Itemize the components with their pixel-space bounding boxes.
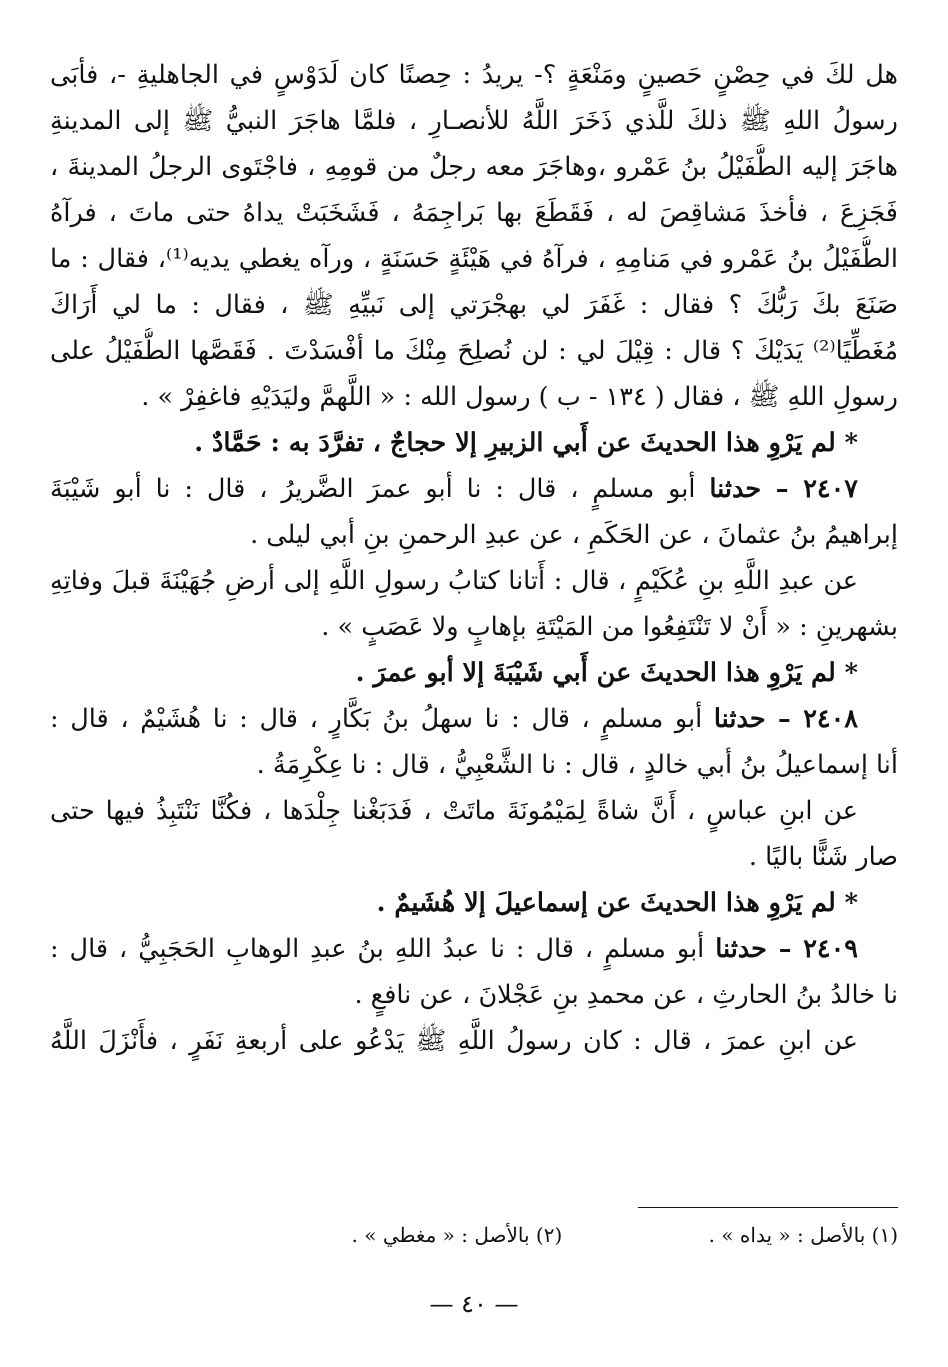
hadith-2407-text-2: بشهرينِ : « أَنْ لا تَنْتَفِعُوا من المَيْتَةِ بإهابٍ ولا عَصَبٍ » . [321, 612, 898, 642]
text-line-5: الطُّفَيْلُ بنُ عَمْرو في مَنامِهِ ، فرآهُ في هَيْئَةٍ حَسَنَةٍ ، ورآه يغطي يديه⁽¹⁾، فقال : ما [50, 244, 898, 274]
note-hadith-2406: * لم يَرْوِ هذا الحديثَ عن أَبي الزبيرِ إلا حجاجٌ ، تفرَّدَ به : حَمَّادٌ . [194, 428, 858, 458]
hadith-2408-number: ٢٤٠٨ [803, 704, 858, 734]
hadith-2407-lead: حدثنا [709, 474, 762, 504]
hadith-2408-text-1: عن ابنِ عباسٍ ، أَنَّ شاةً لِمَيْمُونَةَ ماتَتْ ، فَدَبَغْنا جِلْدَها ، فكُنَّا نَنْتَبِذُ فيها حتى [50, 796, 858, 826]
hadith-2407-text-1: عن عبدِ اللَّهِ بنِ عُكَيْمٍ ، قال : أَتانا كتابُ رسولِ اللَّهِ إلى أرضِ جُهَيْنَةَ قبلَ وفاتِهِ [50, 566, 858, 596]
page-body [50, 52, 898, 1064]
hadith-2407-number: ٢٤٠٧ [803, 474, 858, 504]
hadith-2409-chain-2: نا خالدُ بنُ الحارثِ ، عن محمدِ بنِ عَجْلانَ ، عن نافعٍ . [354, 980, 898, 1010]
text-line-4: فَجَزِعَ ، فأخذَ مَشاقِصَ له ، فَقَطَعَ بها بَراجِمَهُ ، فَشَخَبَتْ يداهُ حتى ماتَ ، فرآهُ [50, 198, 898, 228]
footnotes [50, 1220, 898, 1250]
hadith-2409-chain-1: أبو مسلمٍ ، قال : نا عبدُ اللهِ بنُ عبدِ الوهابِ الحَجَبِيُّ ، قال : [50, 934, 716, 964]
text-line-3: هاجَرَ إليه الطُّفَيْلُ بنُ عَمْرو ،وهاجَرَ معه رجلٌ من قومِهِ ، فاجْتَوى الرجلُ المدينةَ ، [50, 152, 898, 182]
footnote-divider [638, 1207, 898, 1208]
text-line-2: رسولُ اللهِ ﷺ ذلكَ للَّذي ذَخَرَ اللَّهُ للأنصـارِ ، فلمَّا هاجَرَ النبيُّ ﷺ إلى المدينةِ [50, 106, 898, 136]
hadith-2409-text-1: عن ابنِ عمرَ ، قال : كان رسولُ اللَّهِ ﷺ يَدْعُو على أربعةِ نَفَرٍ ، فأَنْزَلَ اللَّهُ [50, 1026, 858, 1056]
page-number: — ٤٠ — [429, 1290, 519, 1318]
hadith-2407-header [50, 466, 898, 512]
note-hadith-2408: * لم يَرْوِ هذا الحديثَ عن إسماعيلَ إلا هُشَيمٌ . [376, 888, 858, 918]
hadith-2408-header [50, 696, 898, 742]
hadith-2409-number: ٢٤٠٩ [803, 934, 858, 964]
footnote-1: (١) بالأصل : « يداه » . [708, 1223, 898, 1247]
hadith-2407-chain-2: إبراهيمُ بنُ عثمانَ ، عن الحَكَمِ ، عن عبدِ الرحمنِ بنِ أبي ليلى . [250, 520, 898, 550]
hadith-2408-text-2: صار شَنًّا باليًا . [748, 842, 898, 872]
hadith-2407-dash: – [761, 474, 804, 504]
hadith-2409-dash: – [766, 934, 804, 964]
text-line-6: صَنَعَ بكَ رَبُّكَ ؟ فقال : غَفَرَ لي بهجْرَتي إلى نَبيِّهِ ﷺ ، فقال : ما لي أَرَاكَ [50, 290, 898, 320]
text-line-8: رسولِ اللهِ ﷺ ، فقال ( ١٣٤ - ب ) رسول الله : « اللَّهمَّ وليَدَيْهِ فاغفِرْ » . [141, 382, 898, 412]
footnote-2: (٢) بالأصل : « مغطي » . [351, 1223, 563, 1247]
hadith-2407-chain-1: أبو مسلمٍ ، قال : نا أبو عمرَ الضَّريرُ ، قال : نا أبو شَيْبَةَ [50, 474, 710, 504]
text-line-7: مُغَطِّيًا⁽²⁾ يَدَيْكَ ؟ قال : قِيْلَ لي : لن نُصلِحَ مِنْكَ ما أفْسَدْتَ . فَقَصَّها الطُّفَيْلُ على [50, 336, 898, 366]
hadith-2409-lead: حدثنا [715, 934, 767, 964]
hadith-2409-header [50, 926, 898, 972]
hadith-2408-chain-1: أبو مسلمٍ ، قال : نا سهلُ بنُ بَكَّارٍ ، قال : نا هُشَيْمٌ ، قال : [50, 704, 714, 734]
hadith-2408-lead: حدثنا [713, 704, 766, 734]
note-hadith-2407: * لم يَرْوِ هذا الحديثَ عن أَبي شَيْبَةَ إلا أبو عمرَ . [355, 658, 858, 688]
hadith-2408-dash: – [765, 704, 804, 734]
hadith-2408-chain-2: أنا إسماعيلُ بنُ أبي خالدٍ ، قال : نا الشَّعْبِيُّ ، قال : نا عِكْرِمَةُ . [256, 750, 898, 780]
text-line-1: هل لكَ في حِصْنٍ حَصينٍ ومَنْعَةٍ ؟- يريدُ : حِصنًا كان لَدَوْسٍ في الجاهليةِ -، فأبَى [50, 60, 898, 90]
